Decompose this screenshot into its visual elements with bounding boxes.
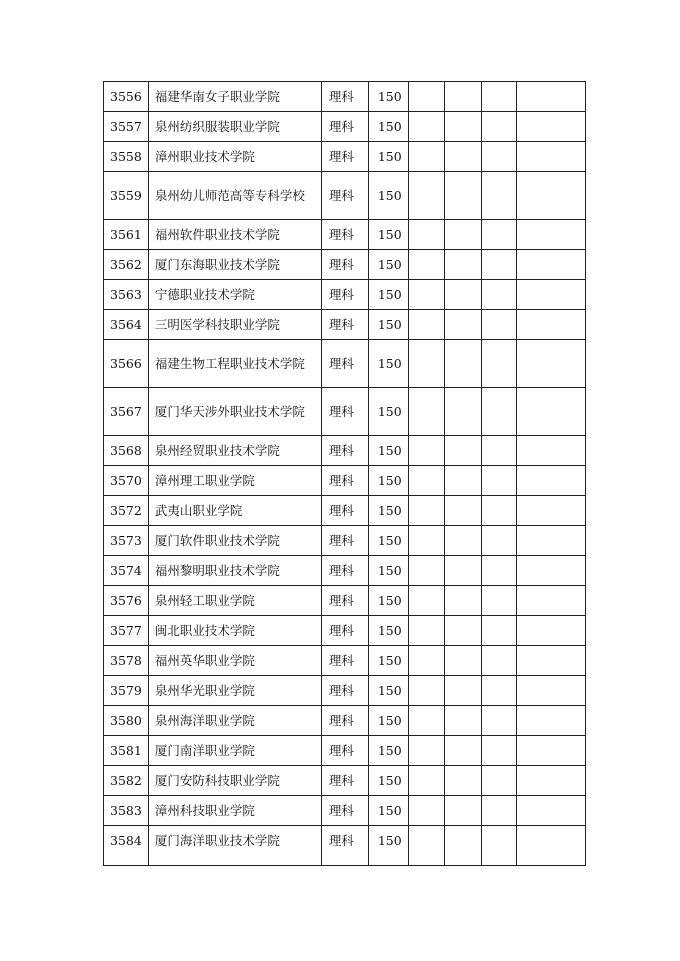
- empty-cell: [481, 142, 516, 172]
- school-name-cell: 漳州科技职业学院: [148, 796, 321, 826]
- empty-cell: [481, 526, 516, 556]
- empty-cell: [444, 250, 481, 280]
- subject-type-cell: 理科: [321, 556, 368, 586]
- school-name-cell: 武夷山职业学院: [148, 496, 321, 526]
- empty-cell: [444, 736, 481, 766]
- score-cell: 150: [368, 526, 408, 556]
- code-cell: 3581: [104, 736, 149, 766]
- empty-cell: [444, 586, 481, 616]
- empty-cell: [444, 220, 481, 250]
- empty-cell: [481, 766, 516, 796]
- score-cell: 150: [368, 112, 408, 142]
- subject-type-cell: 理科: [321, 586, 368, 616]
- score-cell: 150: [368, 436, 408, 466]
- school-name-cell: 福州软件职业技术学院: [148, 220, 321, 250]
- empty-cell: [444, 496, 481, 526]
- subject-type-cell: 理科: [321, 142, 368, 172]
- code-cell: 3570: [104, 466, 149, 496]
- subject-type-cell: 理科: [321, 310, 368, 340]
- empty-cell: [408, 220, 444, 250]
- score-cell: 150: [368, 172, 408, 220]
- empty-cell: [516, 736, 585, 766]
- code-cell: 3563: [104, 280, 149, 310]
- subject-type-cell: 理科: [321, 112, 368, 142]
- school-name-cell: 泉州华光职业学院: [148, 676, 321, 706]
- school-name-cell: 泉州经贸职业技术学院: [148, 436, 321, 466]
- code-cell: 3564: [104, 310, 149, 340]
- code-cell: 3572: [104, 496, 149, 526]
- empty-cell: [516, 676, 585, 706]
- score-cell: 150: [368, 826, 408, 866]
- empty-cell: [444, 340, 481, 388]
- empty-cell: [481, 340, 516, 388]
- empty-cell: [516, 556, 585, 586]
- school-name-cell: 泉州幼儿师范高等专科学校: [148, 172, 321, 220]
- code-cell: 3566: [104, 340, 149, 388]
- empty-cell: [516, 586, 585, 616]
- empty-cell: [516, 388, 585, 436]
- subject-type-cell: 理科: [321, 796, 368, 826]
- subject-type-cell: 理科: [321, 646, 368, 676]
- table-row: [104, 676, 586, 706]
- table-row: [104, 496, 586, 526]
- subject-type-cell: 理科: [321, 280, 368, 310]
- score-cell: 150: [368, 82, 408, 112]
- empty-cell: [481, 250, 516, 280]
- table-row: [104, 280, 586, 310]
- table-row: [104, 826, 586, 866]
- code-cell: 3559: [104, 172, 149, 220]
- empty-cell: [481, 388, 516, 436]
- empty-cell: [408, 310, 444, 340]
- subject-type-cell: 理科: [321, 526, 368, 556]
- empty-cell: [444, 466, 481, 496]
- table-row: [104, 466, 586, 496]
- empty-cell: [481, 706, 516, 736]
- subject-type-cell: 理科: [321, 496, 368, 526]
- school-name-cell: 厦门软件职业技术学院: [148, 526, 321, 556]
- empty-cell: [516, 526, 585, 556]
- score-cell: 150: [368, 142, 408, 172]
- empty-cell: [444, 280, 481, 310]
- empty-cell: [516, 796, 585, 826]
- empty-cell: [444, 706, 481, 736]
- empty-cell: [516, 706, 585, 736]
- code-cell: 3578: [104, 646, 149, 676]
- code-cell: 3584: [104, 826, 149, 866]
- score-cell: 150: [368, 556, 408, 586]
- table-row: [104, 436, 586, 466]
- score-cell: 150: [368, 766, 408, 796]
- score-cell: 150: [368, 250, 408, 280]
- empty-cell: [408, 388, 444, 436]
- subject-type-cell: 理科: [321, 676, 368, 706]
- code-cell: 3561: [104, 220, 149, 250]
- empty-cell: [481, 676, 516, 706]
- code-cell: 3576: [104, 586, 149, 616]
- table-row: [104, 172, 586, 220]
- table-row: [104, 112, 586, 142]
- table-body: [104, 82, 586, 866]
- score-cell: 150: [368, 310, 408, 340]
- empty-cell: [444, 142, 481, 172]
- school-name-cell: 宁德职业技术学院: [148, 280, 321, 310]
- subject-type-cell: 理科: [321, 616, 368, 646]
- empty-cell: [516, 766, 585, 796]
- score-cell: 150: [368, 466, 408, 496]
- empty-cell: [516, 172, 585, 220]
- score-cell: 150: [368, 646, 408, 676]
- school-name-cell: 漳州职业技术学院: [148, 142, 321, 172]
- empty-cell: [481, 82, 516, 112]
- code-cell: 3573: [104, 526, 149, 556]
- empty-cell: [408, 142, 444, 172]
- empty-cell: [481, 112, 516, 142]
- subject-type-cell: 理科: [321, 826, 368, 866]
- empty-cell: [516, 142, 585, 172]
- school-name-cell: 福建华南女子职业学院: [148, 82, 321, 112]
- empty-cell: [408, 616, 444, 646]
- table-row: [104, 388, 586, 436]
- empty-cell: [481, 826, 516, 866]
- empty-cell: [408, 436, 444, 466]
- subject-type-cell: 理科: [321, 340, 368, 388]
- school-name-cell: 泉州海洋职业学院: [148, 706, 321, 736]
- score-cell: 150: [368, 616, 408, 646]
- empty-cell: [481, 556, 516, 586]
- school-name-cell: 福州英华职业学院: [148, 646, 321, 676]
- empty-cell: [516, 280, 585, 310]
- subject-type-cell: 理科: [321, 172, 368, 220]
- code-cell: 3556: [104, 82, 149, 112]
- score-cell: 150: [368, 796, 408, 826]
- empty-cell: [516, 646, 585, 676]
- empty-cell: [408, 112, 444, 142]
- empty-cell: [408, 82, 444, 112]
- empty-cell: [516, 466, 585, 496]
- table-row: [104, 82, 586, 112]
- table-row: [104, 142, 586, 172]
- empty-cell: [481, 436, 516, 466]
- code-cell: 3574: [104, 556, 149, 586]
- table-row: [104, 586, 586, 616]
- code-cell: 3568: [104, 436, 149, 466]
- table-row: [104, 556, 586, 586]
- empty-cell: [516, 82, 585, 112]
- code-cell: 3580: [104, 706, 149, 736]
- empty-cell: [516, 310, 585, 340]
- table-row: [104, 736, 586, 766]
- empty-cell: [481, 616, 516, 646]
- empty-cell: [444, 388, 481, 436]
- empty-cell: [481, 496, 516, 526]
- empty-cell: [408, 526, 444, 556]
- code-cell: 3558: [104, 142, 149, 172]
- empty-cell: [444, 82, 481, 112]
- empty-cell: [408, 172, 444, 220]
- subject-type-cell: 理科: [321, 766, 368, 796]
- empty-cell: [408, 556, 444, 586]
- subject-type-cell: 理科: [321, 466, 368, 496]
- empty-cell: [408, 466, 444, 496]
- score-cell: 150: [368, 706, 408, 736]
- empty-cell: [516, 112, 585, 142]
- table-row: [104, 646, 586, 676]
- school-name-cell: 福州黎明职业技术学院: [148, 556, 321, 586]
- empty-cell: [444, 826, 481, 866]
- admission-table: [103, 81, 586, 866]
- empty-cell: [444, 796, 481, 826]
- school-name-cell: 厦门东海职业技术学院: [148, 250, 321, 280]
- subject-type-cell: 理科: [321, 388, 368, 436]
- empty-cell: [408, 826, 444, 866]
- code-cell: 3577: [104, 616, 149, 646]
- empty-cell: [481, 586, 516, 616]
- code-cell: 3582: [104, 766, 149, 796]
- table-row: [104, 616, 586, 646]
- empty-cell: [444, 556, 481, 586]
- code-cell: 3562: [104, 250, 149, 280]
- empty-cell: [481, 280, 516, 310]
- school-name-cell: 厦门华天涉外职业技术学院: [148, 388, 321, 436]
- subject-type-cell: 理科: [321, 250, 368, 280]
- subject-type-cell: 理科: [321, 706, 368, 736]
- empty-cell: [408, 586, 444, 616]
- score-cell: 150: [368, 340, 408, 388]
- empty-cell: [444, 172, 481, 220]
- empty-cell: [408, 766, 444, 796]
- table-row: [104, 796, 586, 826]
- empty-cell: [408, 646, 444, 676]
- empty-cell: [444, 310, 481, 340]
- score-cell: 150: [368, 586, 408, 616]
- score-cell: 150: [368, 736, 408, 766]
- empty-cell: [444, 646, 481, 676]
- table-row: [104, 250, 586, 280]
- empty-cell: [408, 796, 444, 826]
- empty-cell: [408, 250, 444, 280]
- table-row: [104, 310, 586, 340]
- table-row: [104, 340, 586, 388]
- empty-cell: [444, 616, 481, 646]
- empty-cell: [516, 220, 585, 250]
- score-cell: 150: [368, 676, 408, 706]
- score-cell: 150: [368, 496, 408, 526]
- subject-type-cell: 理科: [321, 82, 368, 112]
- empty-cell: [516, 496, 585, 526]
- school-name-cell: 厦门南洋职业学院: [148, 736, 321, 766]
- empty-cell: [481, 646, 516, 676]
- empty-cell: [516, 826, 585, 866]
- empty-cell: [444, 112, 481, 142]
- school-name-cell: 泉州轻工职业学院: [148, 586, 321, 616]
- code-cell: 3557: [104, 112, 149, 142]
- empty-cell: [481, 172, 516, 220]
- school-name-cell: 福建生物工程职业技术学院: [148, 340, 321, 388]
- empty-cell: [408, 706, 444, 736]
- school-name-cell: 漳州理工职业学院: [148, 466, 321, 496]
- empty-cell: [444, 526, 481, 556]
- subject-type-cell: 理科: [321, 436, 368, 466]
- school-name-cell: 厦门海洋职业技术学院: [148, 826, 321, 866]
- score-cell: 150: [368, 220, 408, 250]
- school-name-cell: 泉州纺织服装职业学院: [148, 112, 321, 142]
- school-name-cell: 三明医学科技职业学院: [148, 310, 321, 340]
- empty-cell: [408, 736, 444, 766]
- subject-type-cell: 理科: [321, 220, 368, 250]
- empty-cell: [516, 250, 585, 280]
- empty-cell: [481, 736, 516, 766]
- school-name-cell: 闽北职业技术学院: [148, 616, 321, 646]
- score-cell: 150: [368, 388, 408, 436]
- table-row: [104, 706, 586, 736]
- empty-cell: [408, 676, 444, 706]
- empty-cell: [481, 220, 516, 250]
- code-cell: 3567: [104, 388, 149, 436]
- empty-cell: [408, 280, 444, 310]
- school-name-cell: 厦门安防科技职业学院: [148, 766, 321, 796]
- subject-type-cell: 理科: [321, 736, 368, 766]
- empty-cell: [444, 676, 481, 706]
- code-cell: 3579: [104, 676, 149, 706]
- empty-cell: [481, 310, 516, 340]
- empty-cell: [444, 436, 481, 466]
- table-row: [104, 766, 586, 796]
- empty-cell: [481, 796, 516, 826]
- empty-cell: [516, 340, 585, 388]
- empty-cell: [481, 466, 516, 496]
- empty-cell: [408, 496, 444, 526]
- table-row: [104, 526, 586, 556]
- empty-cell: [516, 436, 585, 466]
- empty-cell: [444, 766, 481, 796]
- empty-cell: [408, 340, 444, 388]
- table-row: [104, 220, 586, 250]
- empty-cell: [516, 616, 585, 646]
- score-cell: 150: [368, 280, 408, 310]
- code-cell: 3583: [104, 796, 149, 826]
